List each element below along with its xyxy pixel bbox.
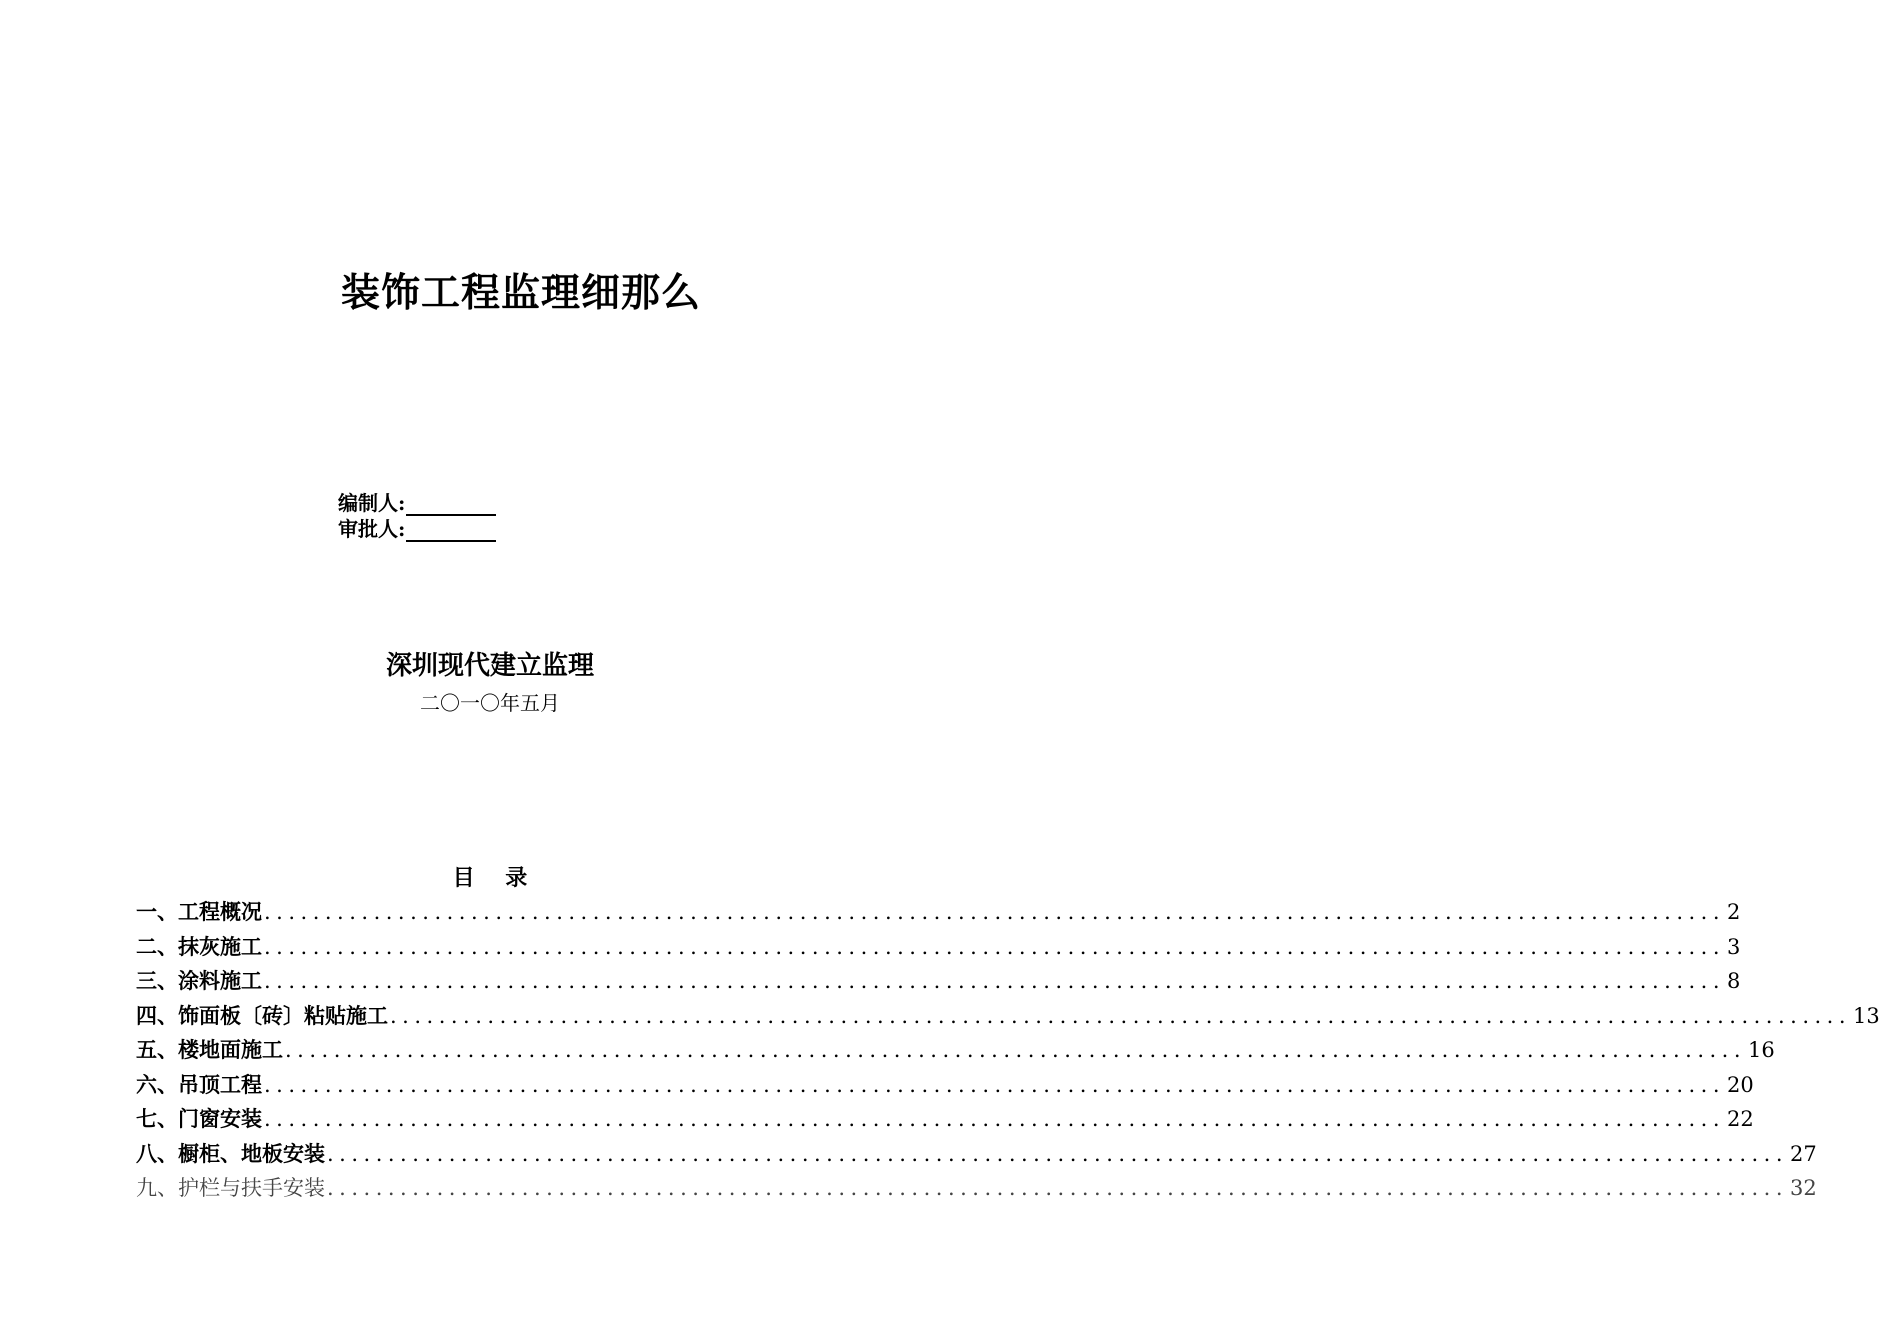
toc-leader-dots: ........................................................................................................................: [264, 900, 1726, 925]
toc-entry[interactable]: [136, 999, 1880, 1034]
toc-entry[interactable]: [136, 1171, 1817, 1206]
toc-entry-page: 13: [1853, 1003, 1880, 1028]
toc-entry-label: 六、吊顶工程: [136, 1071, 262, 1097]
document-title: 装饰工程监理细那么: [341, 270, 702, 316]
toc-entry-label: 五、楼地面施工: [136, 1037, 283, 1063]
compiler-field: [338, 490, 496, 516]
approver-blank-line: [406, 520, 496, 542]
approver-field: [338, 516, 496, 542]
approver-label: 审批人:: [338, 517, 406, 541]
toc-entry-label: 三、涂料施工: [136, 968, 262, 994]
toc-entry-page: 16: [1748, 1038, 1775, 1063]
toc-entry[interactable]: [136, 1102, 1754, 1137]
toc-entry[interactable]: [136, 1033, 1775, 1068]
toc-entry-label: 一、工程概况: [136, 899, 262, 925]
toc-entry-label: 二、抹灰施工: [136, 933, 262, 959]
toc-entry[interactable]: [136, 1137, 1817, 1172]
toc-entry[interactable]: [136, 930, 1741, 965]
toc-entry-page: 27: [1790, 1141, 1817, 1166]
toc-leader-dots: ........................................................................................................................: [264, 969, 1726, 994]
toc-entry[interactable]: [136, 964, 1741, 999]
toc-leader-dots: ........................................................................................................................: [264, 1072, 1726, 1097]
toc-entry-page: 22: [1727, 1107, 1754, 1132]
toc-leader-dots: ........................................................................................................................: [264, 1107, 1726, 1132]
toc-leader-dots: ........................................................................................................................: [390, 1003, 1852, 1028]
toc-entry-page: 3: [1727, 934, 1741, 959]
compiler-label: 编制人:: [338, 491, 406, 515]
toc-entry-label: 九、护栏与扶手安装: [136, 1176, 325, 1201]
toc-entry-page: 20: [1727, 1072, 1754, 1097]
toc-entry-label: 四、饰面板〔砖〕粘贴施工: [136, 1002, 388, 1028]
toc-entry[interactable]: [136, 895, 1741, 930]
toc-entry-page: 32: [1790, 1176, 1817, 1201]
toc-leader-dots: ........................................................................................................................: [327, 1176, 1789, 1201]
toc-entry-label: 七、门窗安装: [136, 1106, 262, 1132]
compiler-blank-line: [406, 494, 496, 516]
toc-leader-dots: ........................................................................................................................: [285, 1038, 1747, 1063]
document-date: 二〇一〇年五月: [420, 691, 560, 715]
toc-entry[interactable]: [136, 1068, 1754, 1103]
toc-leader-dots: ........................................................................................................................: [327, 1141, 1789, 1166]
toc-heading: 目 录: [452, 865, 528, 891]
toc-entry-page: 8: [1727, 969, 1741, 994]
toc-leader-dots: ........................................................................................................................: [264, 934, 1726, 959]
toc-entry-label: 八、橱柜、地板安装: [136, 1140, 325, 1166]
toc-entry-page: 2: [1727, 900, 1741, 925]
table-of-contents: [136, 895, 1880, 1206]
organization-name: 深圳现代建立监理: [385, 651, 594, 681]
